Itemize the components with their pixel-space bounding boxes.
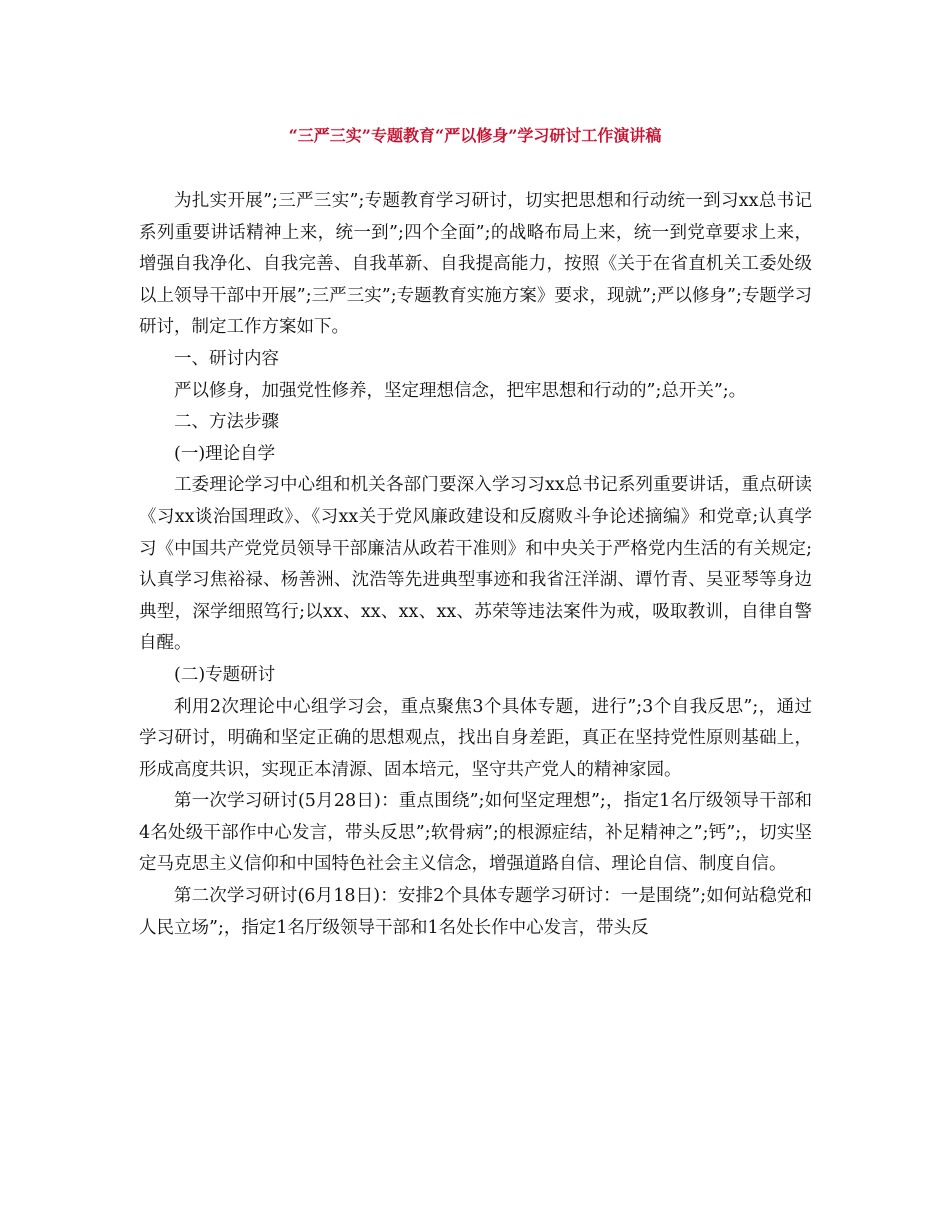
intro-paragraph: 为扎实开展”;三严三实”;专题教育学习研讨，切实把思想和行动统一到习xx总书记系列重要讲话精神上来，统一到”;四个全面”;的战略布局上来，统一到党章要求上来，增强自我净化、自我完善、自我革新、自我提高能力，按照《关于在省直机关工委处级以上领导干部中开展”;三严三实”;专题教育实施方案》要求，现就”;严以修身”;专题学习研讨，制定工作方案如下。: [139, 191, 812, 338]
subheading-self-study: (一)理论自学: [174, 443, 276, 464]
first-session-paragraph: 第一次学习研讨(5月28日)：重点围绕”;如何坚定理想”;，指定1名厅级领导干部和4名处级干部作中心发言，带头反思”;软骨病”;的根源症结，补足精神之”;钙”;，切实坚定马克思主义信仰和中国特色社会主义信念，增强道路自信、理论自信、制度自信。: [139, 791, 812, 875]
topic-discussion-paragraph: 利用2次理论中心组学习会，重点聚焦3个具体专题，进行”;3个自我反思”;，通过学习研讨，明确和坚定正确的思想观点，找出自身差距，真正在坚持党性原则基础上，形成高度共识，实现正本清源、固本培元，坚守共产党人的精神家园。: [139, 696, 812, 780]
section-heading-research-content: 一、研讨内容: [174, 348, 279, 369]
research-content-paragraph: 严以修身，加强党性修养，坚定理想信念，把牢思想和行动的”;总开关”;。: [174, 380, 747, 401]
document-title: “三严三实”专题教育“严以修身”学习研讨工作演讲稿: [288, 126, 662, 145]
section-heading-methods: 二、方法步骤: [174, 412, 279, 433]
document-body: [139, 186, 812, 944]
second-session-paragraph: 第二次学习研讨(6月18日)：安排2个具体专题学习研讨：一是围绕”;如何站稳党和人民立场”;，指定1名厅级领导干部和1名处长作中心发言，带头反: [139, 886, 812, 938]
self-study-paragraph: 工委理论学习中心组和机关各部门要深入学习习xx总书记系列重要讲话，重点研读《习xx谈治国理政》、《习xx关于党风廉政建设和反腐败斗争论述摘编》和党章;认真学习《中国共产党党员领导干部廉洁从政若干准则》和中央关于严格党内生活的有关规定;认真学习焦裕禄、杨善洲、沈浩等先进典型事迹和我省汪洋湖、谭竹青、吴亚琴等身边典型，深学细照笃行;以xx、xx、xx、xx、苏荣等违法案件为戒，吸取教训，自律自警自醒。: [139, 475, 812, 654]
subheading-topic-discussion: (二)专题研讨: [174, 664, 276, 685]
